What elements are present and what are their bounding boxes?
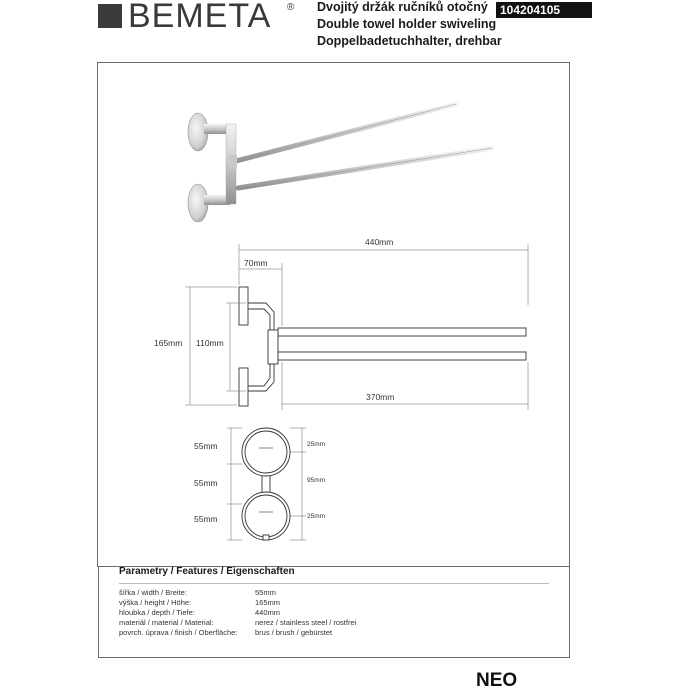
dim-total-height: 165mm bbox=[154, 338, 183, 348]
spec-value-height: 165mm bbox=[255, 598, 281, 607]
dim-arm-length: 370mm bbox=[366, 392, 395, 402]
spec-value-depth: 440mm bbox=[255, 608, 281, 617]
features-divider bbox=[119, 583, 549, 584]
dim-plate-1: 55mm bbox=[194, 441, 218, 451]
dim-edge-bottom: 25mm bbox=[307, 513, 326, 520]
dim-plate-gap: 55mm bbox=[194, 478, 218, 488]
dim-center-gap: 95mm bbox=[307, 477, 326, 484]
spec-label-finish: povrch. úprava / finish / Oberfläche: bbox=[119, 628, 238, 637]
features-title: Parametry / Features / Eigenschaften bbox=[119, 566, 295, 577]
dim-arm-spacing: 110mm bbox=[196, 338, 224, 348]
brand-logo-text: BEMETA bbox=[128, 0, 272, 35]
dim-total-length: 440mm bbox=[365, 237, 394, 247]
spec-label-depth: hloubka / depth / Tiefe: bbox=[119, 608, 195, 617]
model-name: NEO bbox=[476, 670, 518, 691]
spec-label-width: šířka / width / Breite: bbox=[119, 588, 187, 597]
title-german: Doppelbadetuchhalter, drehbar bbox=[317, 34, 502, 48]
spec-label-material: materiál / material / Material: bbox=[119, 618, 214, 627]
spec-label-height: výška / height / Höhe: bbox=[119, 598, 192, 607]
title-english: Double towel holder swiveling bbox=[317, 17, 497, 31]
spec-value-finish: brus / brush / gebürstet bbox=[255, 628, 333, 637]
product-code-badge: 104204105 bbox=[496, 2, 592, 18]
spec-value-material: nerez / stainless steel / rostfrei bbox=[255, 618, 357, 627]
product-illustration bbox=[188, 104, 492, 222]
registered-mark: ® bbox=[287, 2, 295, 13]
title-czech: Dvojitý držák ručníků otočný bbox=[317, 0, 488, 14]
dim-offset: 70mm bbox=[244, 258, 268, 268]
dimension-lines bbox=[185, 244, 528, 410]
dim-edge-top: 25mm bbox=[307, 441, 326, 448]
front-view bbox=[242, 428, 290, 540]
spec-value-width: 55mm bbox=[255, 588, 276, 597]
dim-plate-2: 55mm bbox=[194, 514, 218, 524]
